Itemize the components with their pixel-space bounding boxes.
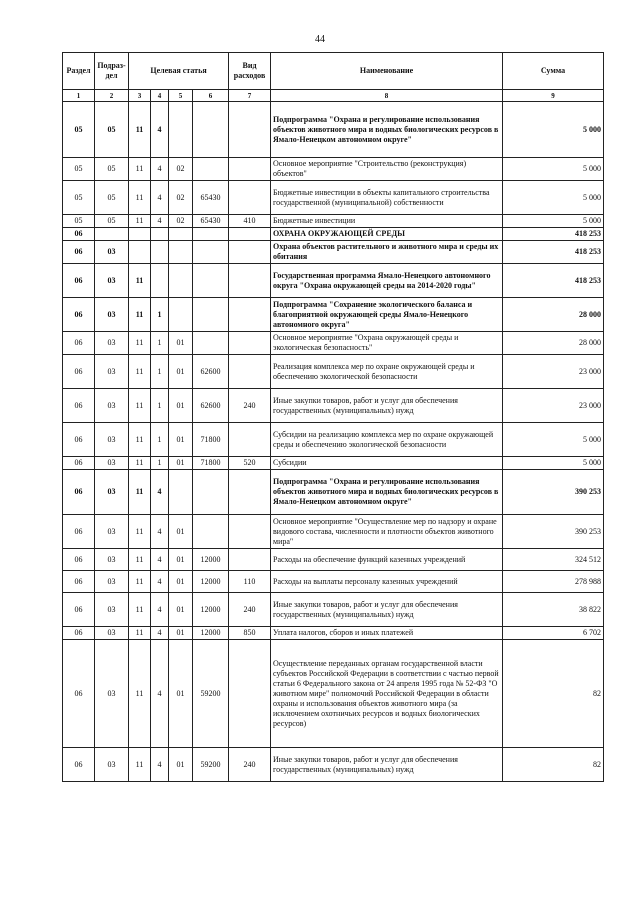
code-cell-5: 01	[169, 627, 193, 640]
table-row	[63, 264, 604, 298]
name-cell: Основное мероприятие "Строительство (реконструкция) объектов"	[271, 158, 503, 181]
code-cell-6	[193, 264, 229, 298]
col-number: 3	[129, 90, 151, 102]
code-cell-6: 62600	[193, 389, 229, 423]
code-cell-4: 1	[151, 389, 169, 423]
col-number: 4	[151, 90, 169, 102]
code-cell-7	[229, 332, 271, 355]
code-cell-4: 4	[151, 748, 169, 782]
code-cell-6: 65430	[193, 181, 229, 215]
table-row	[63, 549, 604, 571]
table-row	[63, 470, 604, 515]
code-cell-1: 06	[63, 748, 95, 782]
name-cell: Подпрограмма "Охрана и регулирование использования объектов животного мира и водных биологических ресурсов в Ямало-Ненецком автономном округе"	[271, 470, 503, 515]
code-cell-4: 4	[151, 470, 169, 515]
code-cell-1: 06	[63, 627, 95, 640]
code-cell-6	[193, 298, 229, 332]
code-cell-5: 01	[169, 389, 193, 423]
code-cell-2: 03	[95, 389, 129, 423]
col-number: 8	[271, 90, 503, 102]
code-cell-6: 12000	[193, 593, 229, 627]
sum-cell: 418 253	[503, 241, 604, 264]
col-number: 5	[169, 90, 193, 102]
table-row	[63, 748, 604, 782]
sum-cell: 5 000	[503, 158, 604, 181]
sum-cell: 418 253	[503, 228, 604, 241]
code-cell-3: 11	[129, 181, 151, 215]
table-row	[63, 241, 604, 264]
code-cell-4: 1	[151, 457, 169, 470]
table-row	[63, 332, 604, 355]
code-cell-5: 01	[169, 457, 193, 470]
code-cell-1: 06	[63, 355, 95, 389]
code-cell-4	[151, 241, 169, 264]
table-row	[63, 640, 604, 748]
code-cell-2: 05	[95, 102, 129, 158]
code-cell-4: 4	[151, 627, 169, 640]
code-cell-2: 03	[95, 355, 129, 389]
name-cell: Расходы на обеспечение функций казенных учреждений	[271, 549, 503, 571]
sum-cell: 23 000	[503, 389, 604, 423]
code-cell-4	[151, 228, 169, 241]
table-row	[63, 355, 604, 389]
sum-cell: 390 253	[503, 470, 604, 515]
code-cell-6	[193, 158, 229, 181]
name-cell: Основное мероприятие "Осуществление мер по надзору и охране видового состава, численности и плотности объектов животного мира"	[271, 515, 503, 549]
code-cell-5: 01	[169, 515, 193, 549]
code-cell-3	[129, 228, 151, 241]
code-cell-2: 03	[95, 457, 129, 470]
code-cell-1: 06	[63, 571, 95, 593]
code-cell-5: 02	[169, 181, 193, 215]
code-cell-3: 11	[129, 158, 151, 181]
sum-cell: 324 512	[503, 549, 604, 571]
name-cell: Охрана объектов растительного и животного мира и среды их обитания	[271, 241, 503, 264]
code-cell-6: 71800	[193, 457, 229, 470]
table-row	[63, 571, 604, 593]
sum-cell: 28 000	[503, 298, 604, 332]
table-row	[63, 423, 604, 457]
code-cell-3: 11	[129, 389, 151, 423]
table-row	[63, 298, 604, 332]
code-cell-3: 11	[129, 593, 151, 627]
code-cell-2: 03	[95, 515, 129, 549]
sum-cell: 5 000	[503, 181, 604, 215]
code-cell-6: 12000	[193, 571, 229, 593]
code-cell-4: 4	[151, 571, 169, 593]
code-cell-6	[193, 241, 229, 264]
sum-cell: 5 000	[503, 423, 604, 457]
code-cell-7: 240	[229, 593, 271, 627]
code-cell-1: 06	[63, 457, 95, 470]
code-cell-1: 06	[63, 389, 95, 423]
code-cell-3: 11	[129, 332, 151, 355]
code-cell-1: 06	[63, 640, 95, 748]
code-cell-3	[129, 241, 151, 264]
code-cell-1: 06	[63, 228, 95, 241]
sum-cell: 28 000	[503, 332, 604, 355]
code-cell-6: 65430	[193, 215, 229, 228]
code-cell-2: 03	[95, 571, 129, 593]
code-cell-3: 11	[129, 515, 151, 549]
name-cell: Иные закупки товаров, работ и услуг для обеспечения государственных (муниципальных) нужд	[271, 593, 503, 627]
name-cell: Субсидии	[271, 457, 503, 470]
name-cell: Иные закупки товаров, работ и услуг для обеспечения государственных (муниципальных) нужд	[271, 748, 503, 782]
code-cell-4: 4	[151, 593, 169, 627]
code-cell-2: 03	[95, 640, 129, 748]
code-cell-7	[229, 181, 271, 215]
code-cell-2: 03	[95, 423, 129, 457]
header-row	[63, 53, 604, 90]
table-row	[63, 215, 604, 228]
code-cell-7: 410	[229, 215, 271, 228]
table-row	[63, 593, 604, 627]
code-cell-5: 01	[169, 355, 193, 389]
code-cell-7	[229, 515, 271, 549]
code-cell-7: 850	[229, 627, 271, 640]
code-cell-6: 59200	[193, 640, 229, 748]
code-cell-1: 06	[63, 298, 95, 332]
code-cell-7	[229, 264, 271, 298]
name-cell: Бюджетные инвестиции в объекты капитального строительства государственной (муниципальной) собственности	[271, 181, 503, 215]
sum-cell: 6 702	[503, 627, 604, 640]
name-cell: Основное мероприятие "Охрана окружающей среды и экологическая безопасность"	[271, 332, 503, 355]
code-cell-5: 01	[169, 593, 193, 627]
code-cell-2: 03	[95, 332, 129, 355]
sum-cell: 23 000	[503, 355, 604, 389]
code-cell-2: 03	[95, 627, 129, 640]
code-cell-5: 01	[169, 423, 193, 457]
code-cell-5	[169, 470, 193, 515]
code-cell-5: 02	[169, 158, 193, 181]
name-cell: Уплата налогов, сборов и иных платежей	[271, 627, 503, 640]
code-cell-2: 05	[95, 181, 129, 215]
code-cell-2: 03	[95, 593, 129, 627]
col-number: 6	[193, 90, 229, 102]
table-body	[63, 102, 604, 782]
code-cell-7: 240	[229, 748, 271, 782]
code-cell-3: 11	[129, 298, 151, 332]
code-cell-6: 62600	[193, 355, 229, 389]
sum-cell: 5 000	[503, 215, 604, 228]
sum-cell: 5 000	[503, 457, 604, 470]
code-cell-5: 01	[169, 549, 193, 571]
sum-cell: 82	[503, 640, 604, 748]
code-cell-7	[229, 158, 271, 181]
code-cell-7: 520	[229, 457, 271, 470]
code-cell-7	[229, 355, 271, 389]
table-row	[63, 102, 604, 158]
code-cell-7	[229, 298, 271, 332]
code-cell-2: 05	[95, 158, 129, 181]
sum-cell: 82	[503, 748, 604, 782]
code-cell-2	[95, 228, 129, 241]
code-cell-4: 1	[151, 355, 169, 389]
code-cell-6: 12000	[193, 549, 229, 571]
code-cell-1: 06	[63, 241, 95, 264]
code-cell-7	[229, 228, 271, 241]
code-cell-5: 01	[169, 640, 193, 748]
code-cell-4: 4	[151, 215, 169, 228]
code-cell-4: 4	[151, 102, 169, 158]
code-cell-4: 1	[151, 332, 169, 355]
code-cell-5	[169, 264, 193, 298]
code-cell-2: 03	[95, 470, 129, 515]
col-number: 1	[63, 90, 95, 102]
sum-cell: 418 253	[503, 264, 604, 298]
sum-cell: 5 000	[503, 102, 604, 158]
code-cell-7	[229, 102, 271, 158]
code-cell-1: 06	[63, 264, 95, 298]
code-cell-7	[229, 470, 271, 515]
code-cell-1: 06	[63, 423, 95, 457]
code-cell-4: 4	[151, 515, 169, 549]
code-cell-2: 03	[95, 549, 129, 571]
code-cell-5	[169, 298, 193, 332]
code-cell-3: 11	[129, 423, 151, 457]
code-cell-3: 11	[129, 748, 151, 782]
code-cell-2: 03	[95, 748, 129, 782]
code-cell-7	[229, 423, 271, 457]
table-row	[63, 515, 604, 549]
code-cell-6: 12000	[193, 627, 229, 640]
code-cell-2: 03	[95, 264, 129, 298]
code-cell-1: 05	[63, 181, 95, 215]
name-cell: Подпрограмма "Сохранение экологического баланса и благоприятной окружающей среды Ямало-Ненецкого автономного округа"	[271, 298, 503, 332]
code-cell-3: 11	[129, 215, 151, 228]
code-cell-4: 1	[151, 423, 169, 457]
code-cell-7	[229, 640, 271, 748]
code-cell-3: 11	[129, 102, 151, 158]
header-summa: Сумма	[503, 53, 604, 90]
name-cell: Субсидии на реализацию комплекса мер по охране окружающей среды и обеспечению экологической безопасности	[271, 423, 503, 457]
code-cell-3: 11	[129, 457, 151, 470]
code-cell-7: 110	[229, 571, 271, 593]
code-cell-4	[151, 264, 169, 298]
header-vid-rashodov: Вид расходов	[229, 53, 271, 90]
table-row	[63, 627, 604, 640]
sum-cell: 38 822	[503, 593, 604, 627]
code-cell-3: 11	[129, 640, 151, 748]
sum-cell: 278 988	[503, 571, 604, 593]
code-cell-1: 06	[63, 515, 95, 549]
code-cell-4: 1	[151, 298, 169, 332]
code-cell-2: 03	[95, 298, 129, 332]
code-cell-3: 11	[129, 355, 151, 389]
code-cell-4: 4	[151, 640, 169, 748]
code-cell-5: 01	[169, 332, 193, 355]
code-cell-6	[193, 515, 229, 549]
code-cell-2: 03	[95, 241, 129, 264]
code-cell-5	[169, 102, 193, 158]
code-cell-3: 11	[129, 627, 151, 640]
code-cell-3: 11	[129, 549, 151, 571]
name-cell: Иные закупки товаров, работ и услуг для обеспечения государственных (муниципальных) нужд	[271, 389, 503, 423]
code-cell-5	[169, 241, 193, 264]
col-number: 9	[503, 90, 604, 102]
code-cell-1: 06	[63, 332, 95, 355]
code-cell-6: 59200	[193, 748, 229, 782]
name-cell: Осуществление переданных органам государственной власти субъектов Российской Федерации в соответствии с частью первой статьи 6 Федерального закона от 24 апреля 1995 года № 52-ФЗ "О животном мире" полномочий Российской Федерации в области охраны и использования объектов животного мира (за исключением охотничьих ресурсов и водных биологических ресурсов)	[271, 640, 503, 748]
table-row	[63, 158, 604, 181]
header-celevaya-statya: Целевая статья	[129, 53, 229, 90]
code-cell-5: 02	[169, 215, 193, 228]
header-razdel: Раздел	[63, 53, 95, 90]
name-cell: Реализация комплекса мер по охране окружающей среды и обеспечению экологической безопасности	[271, 355, 503, 389]
code-cell-4: 4	[151, 158, 169, 181]
code-cell-5: 01	[169, 571, 193, 593]
code-cell-1: 06	[63, 470, 95, 515]
name-cell: ОХРАНА ОКРУЖАЮЩЕЙ СРЕДЫ	[271, 228, 503, 241]
budget-table	[62, 52, 604, 782]
table-row	[63, 228, 604, 241]
code-cell-4: 4	[151, 549, 169, 571]
code-cell-1: 06	[63, 549, 95, 571]
code-cell-6	[193, 470, 229, 515]
code-cell-7	[229, 241, 271, 264]
code-cell-4: 4	[151, 181, 169, 215]
code-cell-1: 05	[63, 102, 95, 158]
code-cell-2: 05	[95, 215, 129, 228]
column-numbers-row	[63, 90, 604, 102]
name-cell: Подпрограмма "Охрана и регулирование использования объектов животного мира и водных биологических ресурсов в Ямало-Ненецком автономном округе"	[271, 102, 503, 158]
code-cell-7: 240	[229, 389, 271, 423]
table-row	[63, 389, 604, 423]
code-cell-5: 01	[169, 748, 193, 782]
table-row	[63, 181, 604, 215]
code-cell-3: 11	[129, 571, 151, 593]
table-row	[63, 457, 604, 470]
code-cell-1: 05	[63, 158, 95, 181]
name-cell: Расходы на выплаты персоналу казенных учреждений	[271, 571, 503, 593]
code-cell-6	[193, 228, 229, 241]
name-cell: Государственная программа Ямало-Ненецкого автономного округа "Охрана окружающей среды на 2014-2020 годы"	[271, 264, 503, 298]
code-cell-1: 05	[63, 215, 95, 228]
code-cell-6	[193, 332, 229, 355]
col-number: 2	[95, 90, 129, 102]
code-cell-3: 11	[129, 470, 151, 515]
code-cell-6: 71800	[193, 423, 229, 457]
header-naimenovanie: Наименование	[271, 53, 503, 90]
code-cell-5	[169, 228, 193, 241]
col-number: 7	[229, 90, 271, 102]
code-cell-7	[229, 549, 271, 571]
name-cell: Бюджетные инвестиции	[271, 215, 503, 228]
code-cell-6	[193, 102, 229, 158]
sum-cell: 390 253	[503, 515, 604, 549]
code-cell-3: 11	[129, 264, 151, 298]
page-number: 44	[315, 34, 325, 45]
code-cell-1: 06	[63, 593, 95, 627]
header-podrazdel: Подраз-дел	[95, 53, 129, 90]
